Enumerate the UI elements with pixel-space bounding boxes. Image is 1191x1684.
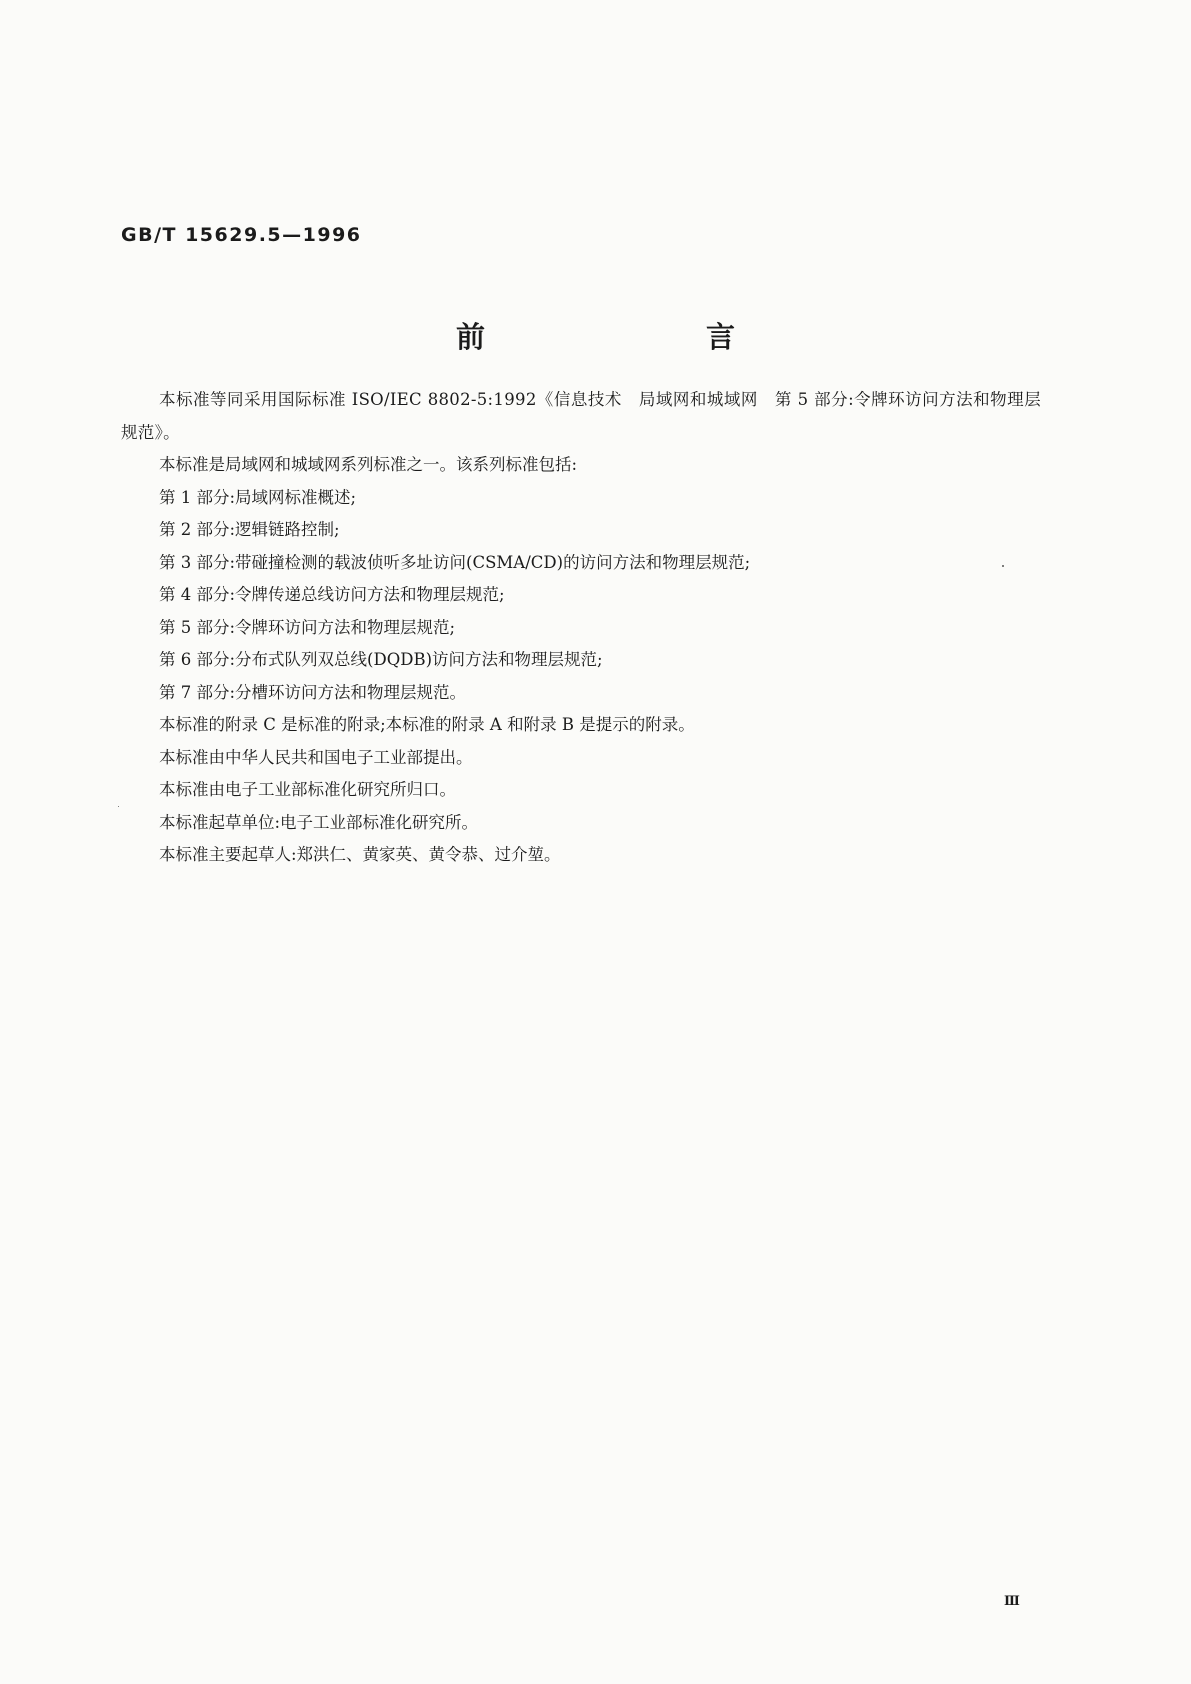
paragraph-proposer: 本标准由中华人民共和国电子工业部提出。 xyxy=(159,747,473,767)
page-number: Ⅲ xyxy=(1004,1594,1019,1609)
list-item-part-6: 第 6 部分:分布式队列双总线(DQDB)访问方法和物理层规范; xyxy=(159,650,603,669)
scan-speck xyxy=(118,806,119,807)
list-item-part-5: 第 5 部分:令牌环访问方法和物理层规范; xyxy=(159,617,456,637)
paragraph-annexes: 本标准的附录 C 是标准的附录;本标准的附录 A 和附录 B 是提示的附录。 xyxy=(159,715,695,734)
standard-code: GB/T 15629.5—1996 xyxy=(121,224,362,246)
paragraph-responsible-org: 本标准由电子工业部标准化研究所归口。 xyxy=(159,780,456,799)
list-item-part-1: 第 1 部分:局域网标准概述; xyxy=(159,487,357,507)
preface-body xyxy=(121,384,1041,872)
list-item-part-7: 第 7 部分:分槽环访问方法和物理层规范。 xyxy=(159,682,467,702)
list-item-part-3: 第 3 部分:带碰撞检测的载波侦听多址访问(CSMA/CD)的访问方法和物理层规范; xyxy=(159,552,751,572)
list-item-part-4: 第 4 部分:令牌传递总线访问方法和物理层规范; xyxy=(159,585,505,604)
paragraph-series-intro: 本标准是局域网和城域网系列标准之一。该系列标准包括: xyxy=(159,455,578,474)
paragraph-adoption: 本标准等同采用国际标准 ISO/IEC 8802-5:1992《信息技术 局域网和城域网 第 5 部分:令牌环访问方法和物理层规范》。 xyxy=(121,390,1041,442)
scan-speck xyxy=(1002,565,1004,567)
list-item-part-2: 第 2 部分:逻辑链路控制; xyxy=(159,520,340,539)
page-title: 前 言 xyxy=(455,320,831,354)
paragraph-drafting-unit: 本标准起草单位:电子工业部标准化研究所。 xyxy=(159,812,479,832)
paragraph-main-drafters: 本标准主要起草人:郑洪仁、黄家英、黄令恭、过介堃。 xyxy=(159,845,561,864)
